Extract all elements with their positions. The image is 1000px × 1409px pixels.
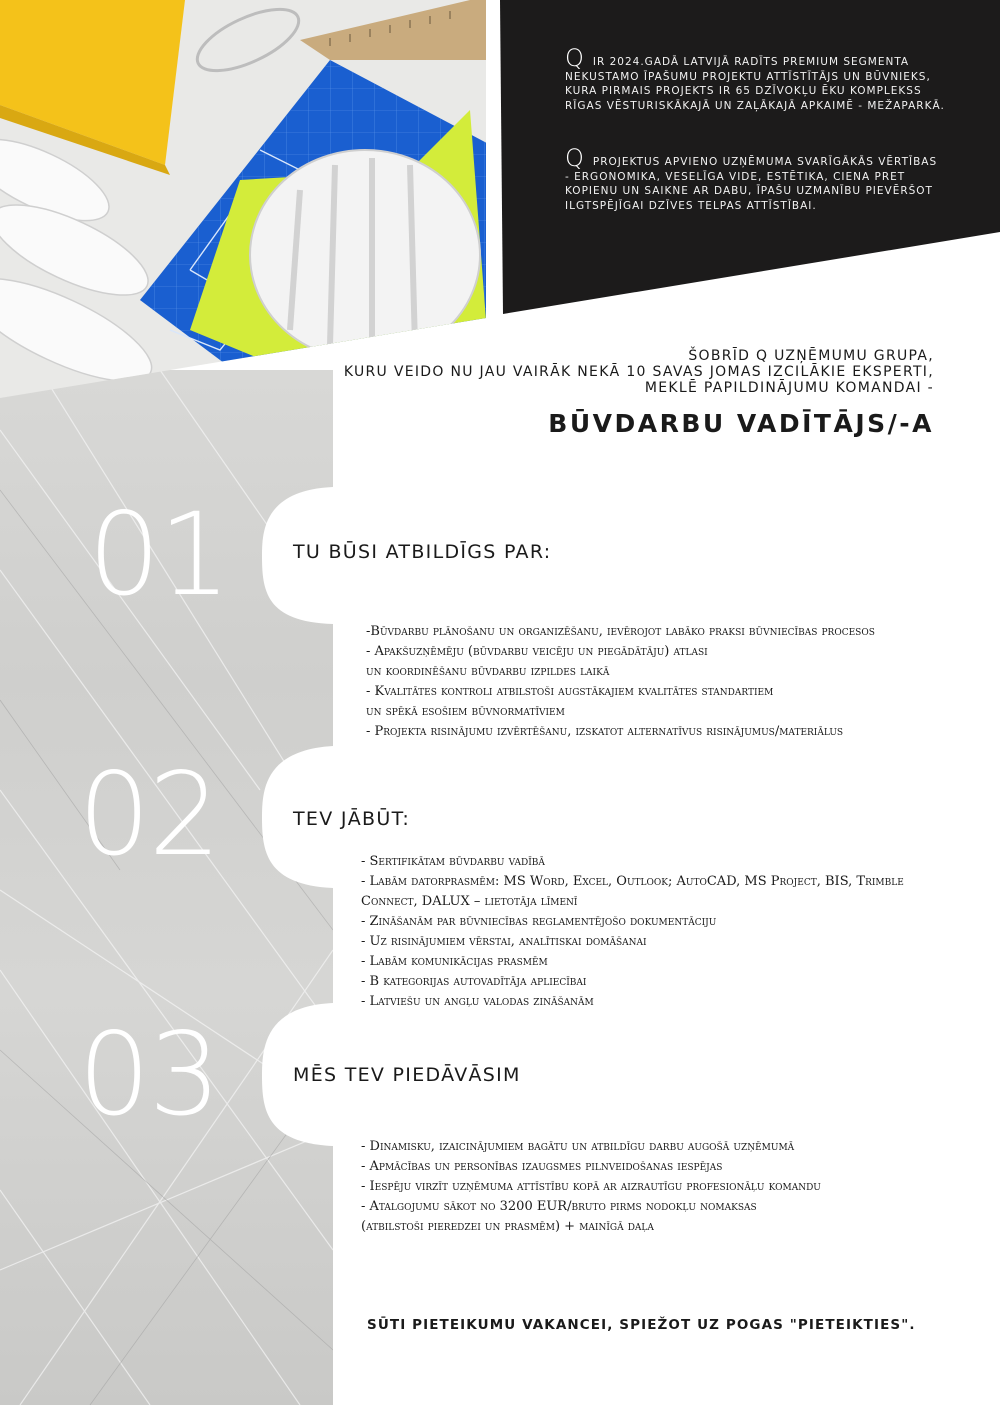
list-item: - Labām komunikācijas prasmēm: [361, 954, 548, 969]
section-number-01: 01: [88, 488, 230, 621]
section-heading-responsibilities: TU BŪSI ATBILDĪGS PAR:: [293, 541, 552, 563]
list-item: -Būvdarbu plānošanu un organizēšanu, ievērojot labāko praksi būvniecības procesos: [366, 624, 875, 639]
list-item: Connect, DALUX – lietotāja līmenī: [361, 894, 578, 909]
tagline-line-3: MEKLĒ PAPILDINĀJUMU KOMANDAI -: [644, 380, 934, 396]
section-number-02: 02: [78, 748, 220, 881]
list-item: un koordinēšanu būvdarbu izpildes laikā: [366, 664, 610, 679]
list-item: - Kvalitātes kontroli atbilstoši augstākajiem kvalitātes standartiem: [366, 684, 774, 699]
requirements-list: [361, 852, 904, 1012]
tagline-line-1: ŠOBRĪD Q UZŅĒMUMU GRUPA,: [688, 348, 934, 364]
list-item: un spēkā esošiem būvnormatīviem: [366, 704, 565, 719]
intro-text-2: PROJEKTUS APVIENO UZŅĒMUMA SVARĪGĀKĀS VĒRTĪBAS - ERGONOMIKA, VESELĪGA VIDE, ESTĒTIKA, CIENA PRET KOPIENU UN SAIKNE AR DABU, ĪPAŠU UZMANĪBU PIEVĒRŠOT ILGTSPĒJĪGAI DZĪVES TELPAS ATTĪSTĪBAI.: [565, 156, 938, 212]
apply-call-to-action: SŪTI PIETEIKUMU VAKANCEI, SPIEŽOT UZ POGAS "PIETEIKTIES".: [367, 1317, 916, 1333]
list-item: - Apakšuzņēmēju (būvdarbu veicēju un piegādātāju) atlasi: [366, 644, 708, 659]
list-item: - Iespēju virzīt uzņēmuma attīstību kopā ar aizrautīgu profesionāļu komandu: [361, 1179, 821, 1194]
list-item: - Projekta risinājumu izvērtēšanu, izskatot alternatīvus risinājumus/materiālus: [366, 724, 844, 739]
list-item: - Atalgojumu sākot no 3200 EUR/bruto pirms nodokļu nomaksas: [361, 1199, 757, 1214]
list-item: - B kategorijas autovadītāja apliecībai: [361, 974, 587, 989]
section-heading-requirements: TEV JĀBŪT:: [293, 808, 411, 830]
offer-list: [361, 1137, 821, 1237]
tagline-line-2: KURU VEIDO NU JAU VAIRĀK NEKĀ 10 SAVAS JOMAS IZCILĀKIE EKSPERTI,: [343, 364, 934, 380]
section-heading-offer: MĒS TEV PIEDĀVĀSIM: [293, 1064, 521, 1086]
list-item: (atbilstoši pieredzei un prasmēm) + mainīgā daļa: [361, 1219, 654, 1234]
section-number-03: 03: [78, 1008, 220, 1141]
list-item: - Latviešu un angļu valodas zināšanām: [361, 994, 594, 1009]
list-item: - Sertifikātam būvdarbu vadībā: [361, 854, 545, 869]
q-logo-letter: Q: [565, 144, 585, 172]
list-item: - Apmācības un personības izaugsmes pilnveidošanas iespējas: [361, 1159, 723, 1174]
responsibilities-list: [366, 622, 875, 742]
list-item: - Labām datorprasmēm: MS Word, Excel, Outlook; AutoCAD, MS Project, BIS, Trimble: [361, 874, 904, 889]
list-item: - Uz risinājumiem vērstai, analītiskai domāšanai: [361, 934, 647, 949]
job-title: BŪVDARBU VADĪTĀJS/-A: [548, 409, 934, 438]
list-item: - Zināšanām par būvniecības reglamentējošo dokumentāciju: [361, 914, 717, 929]
list-item: - Dinamisku, izaicinājumiem bagātu un atbildīgu darbu augošā uzņēmumā: [361, 1139, 795, 1154]
intro-text-1: IR 2024.GADĀ LATVIJĀ RADĪTS PREMIUM SEGMENTA NEKUSTAMO ĪPAŠUMU PROJEKTU ATTĪSTĪTĀJS UN BŪVNIEKS, KURA PIRMAIS PROJEKTS IR 65 DZĪVOKĻU ĒKU KOMPLEKSS RĪGAS VĒSTURISKĀKAJĀ UN ZAĻĀKAJĀ APKAIMĒ - MEŽAPARKĀ.: [565, 56, 945, 112]
q-logo-letter: Q: [565, 44, 585, 72]
